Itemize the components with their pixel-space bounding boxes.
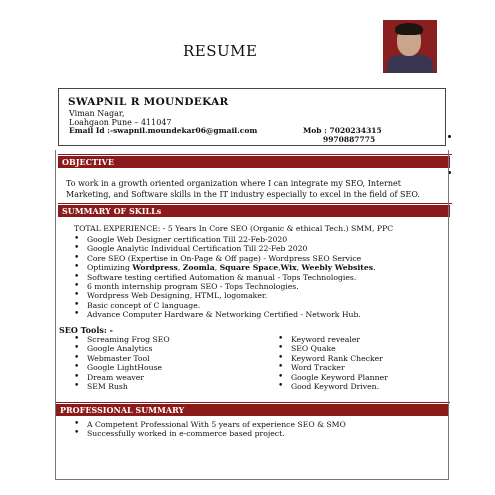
list-item: • Wordpress Web Designing, HTML, logomaker. [72,291,376,300]
address-line-1: Viman Nagar, [69,109,125,118]
optimizing-prefix: Optimizing [87,263,133,273]
list-item [72,263,376,272]
optimizing-separator: , [177,263,183,273]
list-item: • Google Keyword Planner [276,373,388,382]
bullet-dot [448,135,451,138]
email-text: Email Id :-swapnil.moundekar06@gmail.com [69,126,258,135]
summary-heading: SUMMARY OF SKILLs [58,205,450,217]
list-item: • Advance Computer Hardware & Networking Certified - Network Hub. [72,310,376,319]
optimizing-wordpress: Wordpress [132,263,178,273]
optimizing-separator: , [296,263,302,273]
objective-heading: OBJECTIVE [58,156,450,168]
divider [56,402,450,403]
list-item: • SEM Rush [72,382,170,391]
objective-text: To work in a growth oriented organization where I can integrate my SEO, Internet Marketing, and Software skills in the IT industry especially to excel in the field of SEO. [66,179,420,199]
seo-tools-right [276,335,388,391]
profile-photo [383,20,437,73]
list-item: • Core SEO (Expertise in On-Page & Off page) - Wordpress SEO Service [72,254,376,263]
list-item: • Webmaster Tool [72,354,170,363]
contact-box [58,88,446,146]
list-item: • Basic concept of C language. [72,301,376,310]
list-item: • Google Analytic Individual Certification Till 22-Feb 2020 [72,244,376,253]
address-line-2: Loahgaon Pune – 411047 [69,118,172,127]
optimizing-separator: , [214,263,220,273]
mobile-text-2: 9970887775 [323,135,376,144]
page-border-right [448,150,449,480]
optimizing-weebly: Weebly Websites [301,263,374,273]
resume-title: RESUME [183,42,258,60]
list-item: • A Competent Professional With 5 years of experience SEO & SMO [72,420,346,429]
list-item: • Keyword Rank Checker [276,354,388,363]
list-item: • Dream weaver [72,373,170,382]
list-item: • Screaming Frog SEO [72,335,170,344]
seo-tools-left [72,335,170,391]
list-item: • Successfully worked in e-commerce based project. [72,429,346,438]
seo-tools-heading: SEO Tools: - [59,325,113,335]
page-border-left [55,150,56,480]
optimizing-squarespace: Square Space [219,263,279,273]
list-item: • SEO Quake [276,344,388,353]
experience-text: TOTAL EXPERIENCE: - 5 Years In Core SEO (Organic & ethical Tech.) SMM, PPC [74,224,394,233]
mobile-text: Mob : 7020234315 [303,126,382,135]
professional-heading: PROFESSIONAL SUMMARY [56,404,448,416]
optimizing-wix: Wix [280,263,297,273]
list-item: • Software testing certified Automation & manual - Tops Technologies. [72,273,376,282]
optimizing-suffix: . [373,263,376,273]
optimizing-separator: , [278,263,281,273]
list-item: • 6 month internship program SEO - Tops Technologies. [72,282,376,291]
list-item: • Google Analytics [72,344,170,353]
list-item: • Google LightHouse [72,363,170,372]
optimizing-zoomla: Zoomla [182,263,215,273]
list-item: • Google Web Designer certification Till 22-Feb-2020 [72,235,376,244]
list-item: • Word Tracker [276,363,388,372]
divider [58,154,452,155]
divider [58,203,452,204]
professional-list [72,420,346,439]
list-item: • Good Keyword Driven. [276,382,388,391]
skills-list [72,235,376,320]
list-item: • Keyword revealer [276,335,388,344]
page-border-bottom [55,479,449,480]
candidate-name: SWAPNIL R MOUNDEKAR [68,96,229,108]
